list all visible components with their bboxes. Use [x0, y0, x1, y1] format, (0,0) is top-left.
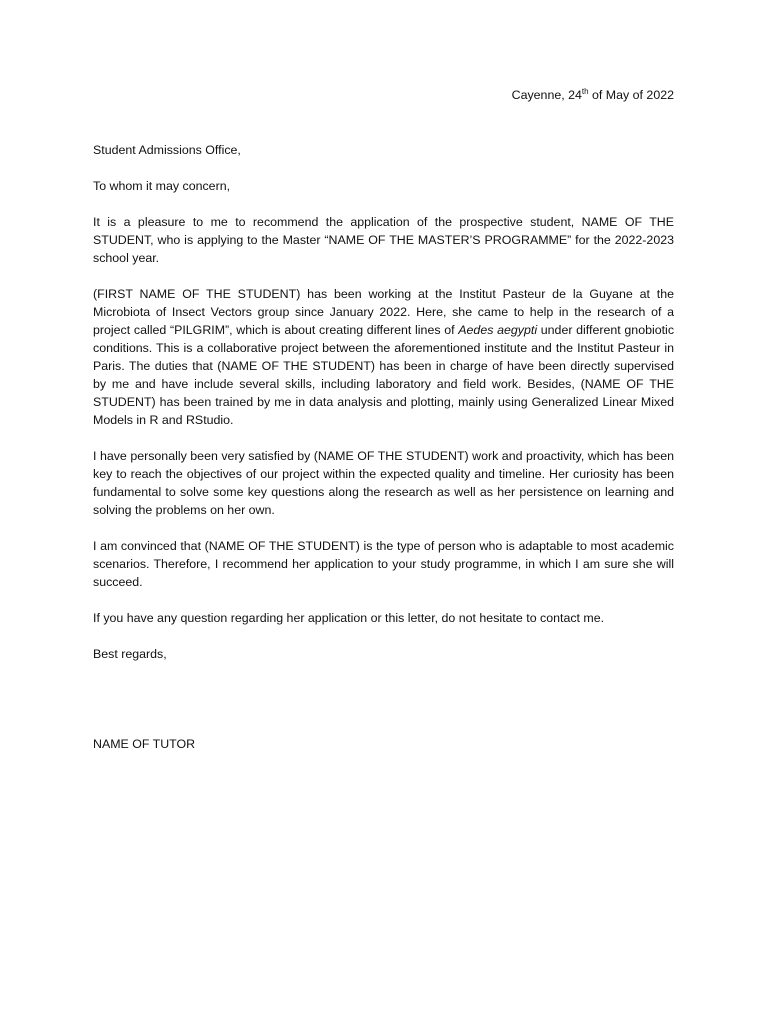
paragraph-contact: If you have any question regarding her application or this letter, do not hesitate to contact me.	[93, 611, 605, 625]
letter-date	[93, 86, 674, 104]
date-suffix: of May of 2022	[588, 88, 674, 102]
paragraph-satisfaction: I have personally been very satisfied by (NAME OF THE STUDENT) work and proactivity, which has been key to reach the objectives of our project within the expected quality and timeline. Her curiosity has been fundamental to solve some key questions along the research as well as her persistence on learning and solving the problems on her own.	[93, 449, 674, 517]
paragraph-recommendation: I am convinced that (NAME OF THE STUDENT) is the type of person who is adaptable to most academic scenarios. Therefore, I recommend her application to your study programme, in which I am sure she will succeed.	[93, 539, 674, 589]
greeting-line: To whom it may concern,	[93, 179, 231, 193]
signature-name: NAME OF TUTOR	[93, 737, 196, 751]
date-superscript: th	[581, 86, 589, 96]
letter-body	[93, 86, 674, 753]
paragraph-experience-part2: under different gnobiotic conditions. This is a collaborative project between the aforementioned institute and the Institut Pasteur in Paris. The duties that (NAME OF THE STUDENT) has been in charge of have been directly supervised by me and have include several skills, including laboratory and field work. Besides, (NAME OF THE STUDENT) has been trained by me in data analysis and plotting, mainly using Generalized Linear Mixed Models in R and RStudio.	[93, 323, 675, 427]
recipient-line: Student Admissions Office,	[93, 143, 241, 157]
closing-line: Best regards,	[93, 647, 167, 661]
date-prefix: Cayenne, 24	[511, 88, 582, 102]
paragraph-experience-part1: (FIRST NAME OF THE STUDENT) has been working at the Institut Pasteur de la Guyane at the Microbiota of Insect Vectors group since January 2022. Here, she came to help in the research of a project called “PILGRIM”, which is about creating different lines of	[93, 287, 674, 337]
species-name: Aedes aegypti	[458, 323, 538, 337]
paragraph-introduction: It is a pleasure to me to recommend the application of the prospective student, NAME OF THE STUDENT, who is applying to the Master “NAME OF THE MASTER’S PROGRAMME” for the 2022-2023 school year.	[93, 215, 674, 265]
paragraph-experience	[93, 285, 674, 429]
